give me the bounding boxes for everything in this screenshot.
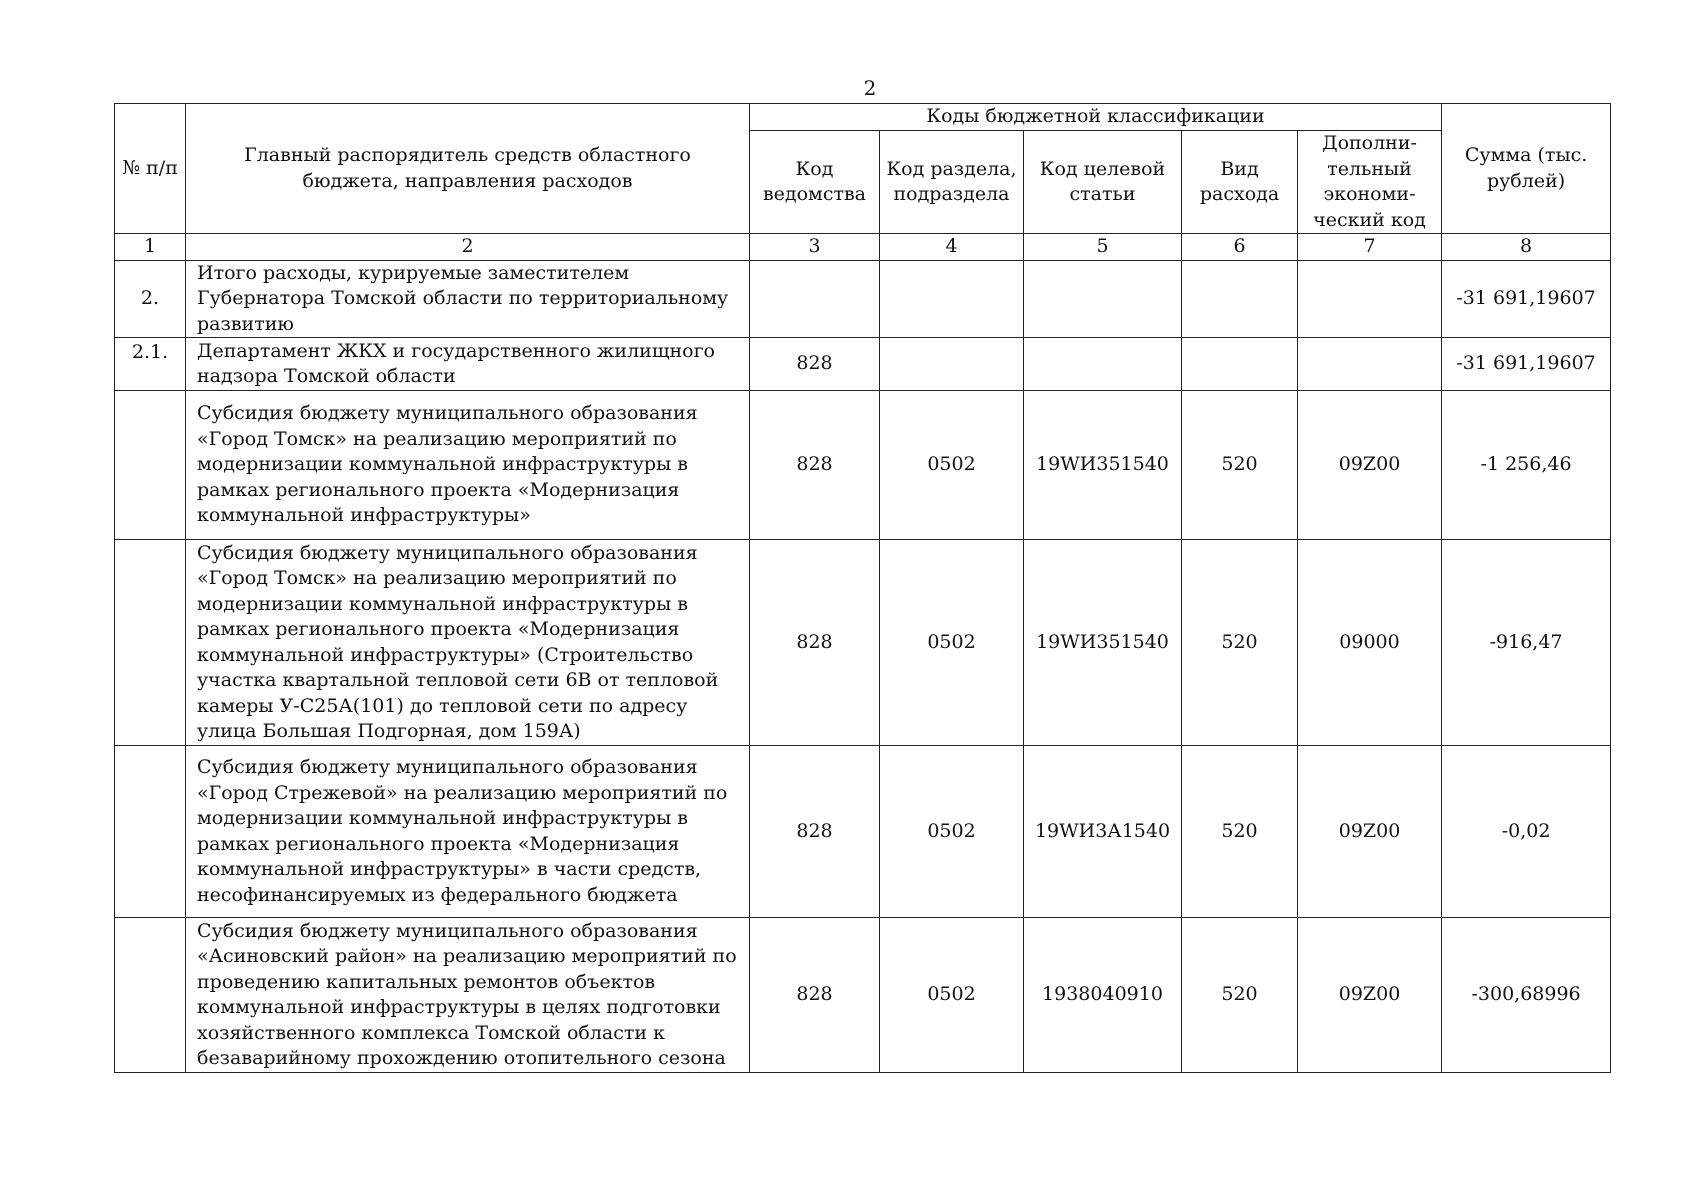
page-number: 2 [863,76,877,100]
row-type: 520 [1182,918,1298,1073]
row-num: 2. [115,260,186,338]
row-target: 19WИ351540 [1024,540,1182,746]
row-extra: 09Z00 [1298,746,1442,918]
row-section: 0502 [880,918,1024,1073]
row-num: 2.1. [115,338,186,391]
row-extra: 09Z00 [1298,918,1442,1073]
column-number: 2 [186,234,750,261]
row-dept: 828 [750,540,880,746]
row-dept: 828 [750,918,880,1073]
table-row [115,338,1611,391]
table-row [115,746,1611,918]
row-amount: -300,68996 [1442,918,1611,1073]
row-type: 520 [1182,540,1298,746]
column-number: 7 [1298,234,1442,261]
budget-table [114,103,1611,1073]
row-name: Департамент ЖКХ и государственного жилищного надзора Томской области [186,338,750,391]
row-target [1024,338,1182,391]
row-target: 19WИ351540 [1024,391,1182,540]
row-num [115,746,186,918]
row-num [115,918,186,1073]
header-section: Код раздела, подраздела [880,131,1024,234]
row-name: Итого расходы, курируемые заместителем Губернатора Томской области по территориальному развитию [186,260,750,338]
row-dept [750,260,880,338]
row-num [115,540,186,746]
header-num: № п/п [115,104,186,234]
column-number: 1 [115,234,186,261]
row-dept: 828 [750,338,880,391]
table-row [115,918,1611,1073]
column-numbers-row [115,234,1611,261]
row-amount: -31 691,19607 [1442,260,1611,338]
row-dept: 828 [750,391,880,540]
row-amount: -31 691,19607 [1442,338,1611,391]
row-target [1024,260,1182,338]
row-amount: -0,02 [1442,746,1611,918]
column-number: 8 [1442,234,1611,261]
column-number: 4 [880,234,1024,261]
row-name: Субсидия бюджету муниципального образования «Асиновский район» на реализацию мероприятий по проведению капитальных ремонтов объектов коммунальной инфраструктуры в целях подготовки хозяйственного комплекса Томской области к безаварийному прохождению отопительного сезона [186,918,750,1073]
header-target: Код целевой статьи [1024,131,1182,234]
row-target: 19WИ3А1540 [1024,746,1182,918]
row-num [115,391,186,540]
row-section: 0502 [880,746,1024,918]
header-expense-type: Вид расхода [1182,131,1298,234]
row-extra [1298,260,1442,338]
table-row [115,260,1611,338]
row-extra: 09000 [1298,540,1442,746]
column-number: 6 [1182,234,1298,261]
row-section: 0502 [880,540,1024,746]
row-extra: 09Z00 [1298,391,1442,540]
row-amount: -1 256,46 [1442,391,1611,540]
row-section [880,260,1024,338]
column-number: 3 [750,234,880,261]
row-target: 1938040910 [1024,918,1182,1073]
header-name: Главный распорядитель средств областного бюджета, направления расходов [186,104,750,234]
row-type [1182,338,1298,391]
header-amount: Сумма (тыс. рублей) [1442,104,1611,234]
header-codes-group: Коды бюджетной классификации [750,104,1442,131]
header-row [115,104,1611,131]
row-type: 520 [1182,391,1298,540]
row-section [880,338,1024,391]
row-amount: -916,47 [1442,540,1611,746]
table-row [115,391,1611,540]
row-type: 520 [1182,746,1298,918]
table-row [115,540,1611,746]
row-type [1182,260,1298,338]
row-extra [1298,338,1442,391]
row-section: 0502 [880,391,1024,540]
row-dept: 828 [750,746,880,918]
header-extra-code: Дополни-тельный экономи-ческий код [1298,131,1442,234]
header-dept: Код ведомства [750,131,880,234]
row-name: Субсидия бюджету муниципального образования «Город Томск» на реализацию мероприятий по модернизации коммунальной инфраструктуры в рамках регионального проекта «Модернизация коммунальной инфраструктуры» (Строительство участка квартальной тепловой сети 6В от тепловой камеры У-С25А(101) до тепловой сети по адресу улица Большая Подгорная, дом 159А) [186,540,750,746]
row-name: Субсидия бюджету муниципального образования «Город Томск» на реализацию мероприятий по модернизации коммунальной инфраструктуры в рамках регионального проекта «Модернизация коммунальной инфраструктуры» [186,391,750,540]
row-name: Субсидия бюджету муниципального образования «Город Стрежевой» на реализацию мероприятий по модернизации коммунальной инфраструктуры в рамках регионального проекта «Модернизация коммунальной инфраструктуры» в части средств, несофинансируемых из федерального бюджета [186,746,750,918]
column-number: 5 [1024,234,1182,261]
